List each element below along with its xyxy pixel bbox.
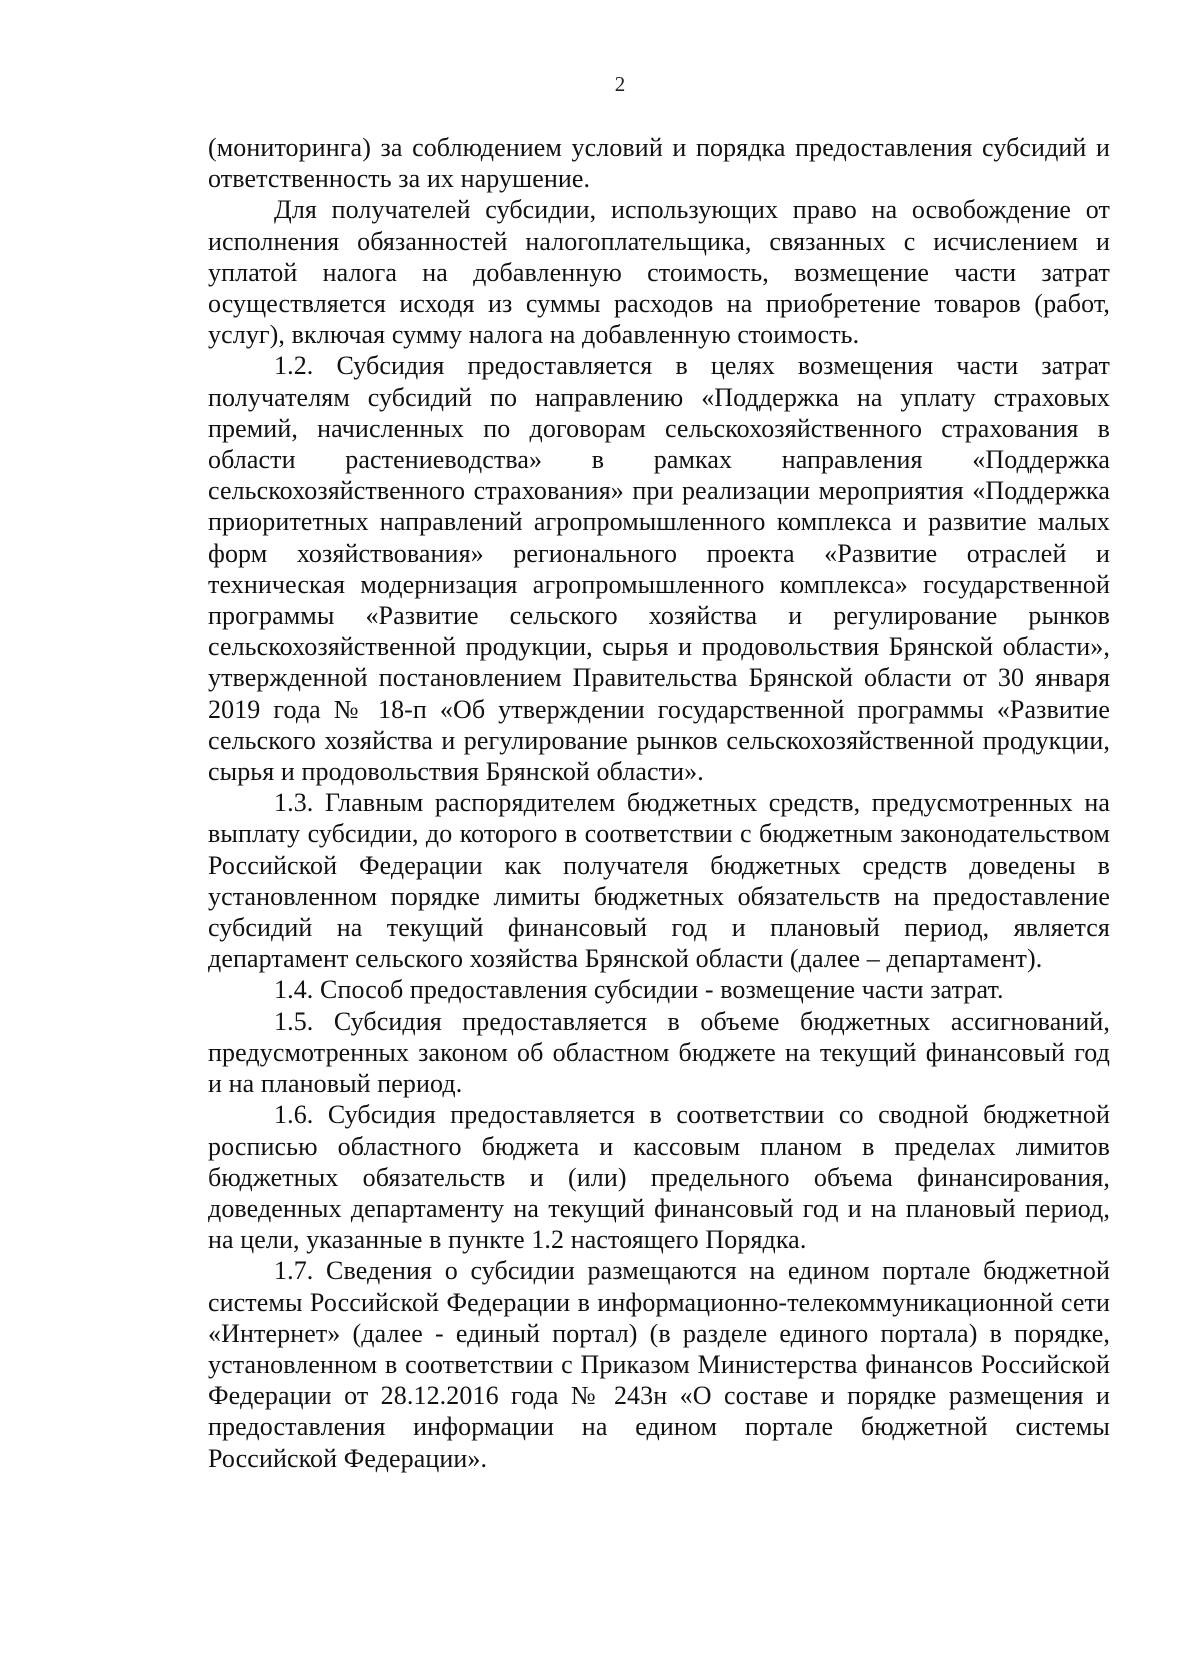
paragraph-1-4: 1.4. Способ предоставления субсидии - возмещение части затрат. [274,975,1004,1005]
paragraph-1-5: 1.5. Субсидия предоставляется в объеме бюджетных ассигнований, предусмотренных законом об областном бюджете на текущий финансовый год и на плановый период. [208,1006,1110,1099]
paragraph-1-6: 1.6. Субсидия предоставляется в соответствии со сводной бюджетной росписью областного бюджета и кассовым планом в пределах лимитов бюджетных обязательств и (или) предельного объема финансирования, доведенных департаменту на текущий финансовый год и на плановый период, на цели, указанные в пункте 1.2 настоящего Порядка. [208,1100,1110,1255]
paragraph-1-7: 1.7. Сведения о субсидии размещаются на едином портале бюджетной системы Российской Федерации в информационно-телекоммуникационной сети «Интернет» (далее - единый портал) (в разделе единого портала) в порядке, установленном в соответствии с Приказом Министерства финансов Российской Федерации от 28.12.2016 года № 243н «О составе и порядке размещения и предоставления информации на едином портале бюджетной системы Российской Федерации». [208,1256,1110,1473]
page-number: 2 [614,72,626,96]
paragraph-vat-note: Для получателей субсидии, использующих право на освобождение от исполнения обязанностей налогоплательщика, связанных с исчислением и уплатой налога на добавленную стоимость, возмещение части затрат осуществляется исходя из суммы расходов на приобретение товаров (работ, услуг), включая сумму налога на добавленную стоимость. [208,195,1110,350]
paragraph-continuation: (мониторинга) за соблюдением условий и порядка предоставления субсидий и ответственность за их нарушение. [208,133,1110,194]
paragraph-1-3: 1.3. Главным распорядителем бюджетных средств, предусмотренных на выплату субсидии, до которого в соответствии с бюджетным законодательством Российской Федерации как получателя бюджетных средств доведены в установленном порядке лимиты бюджетных обязательств на предоставление субсидий на текущий финансовый год и плановый период, является департамент сельского хозяйства Брянской области (далее – департамент). [208,788,1110,974]
paragraph-1-2: 1.2. Субсидия предоставляется в целях возмещения части затрат получателям субсидий по направлению «Поддержка на уплату страховых премий, начисленных по договорам сельскохозяйственного страхования в области растениеводства» в рамках направления «Поддержка сельскохозяйственного страхования» при реализации мероприятия «Поддержка приоритетных направлений агропромышленного комплекса и развитие малых форм хозяйствования» регионального проекта «Развитие отраслей и техническая модернизация агропромышленного комплекса» государственной программы «Развитие сельского хозяйства и регулирование рынков сельскохозяйственной продукции, сырья и продовольствия Брянской области», утвержденной постановлением Правительства Брянской области от 30 января 2019 года № 18-п «Об утверждении государственной программы «Развитие сельского хозяйства и регулирование рынков сельскохозяйственной продукции, сырья и продовольствия Брянской области». [208,351,1110,787]
document-body [208,132,1110,1474]
